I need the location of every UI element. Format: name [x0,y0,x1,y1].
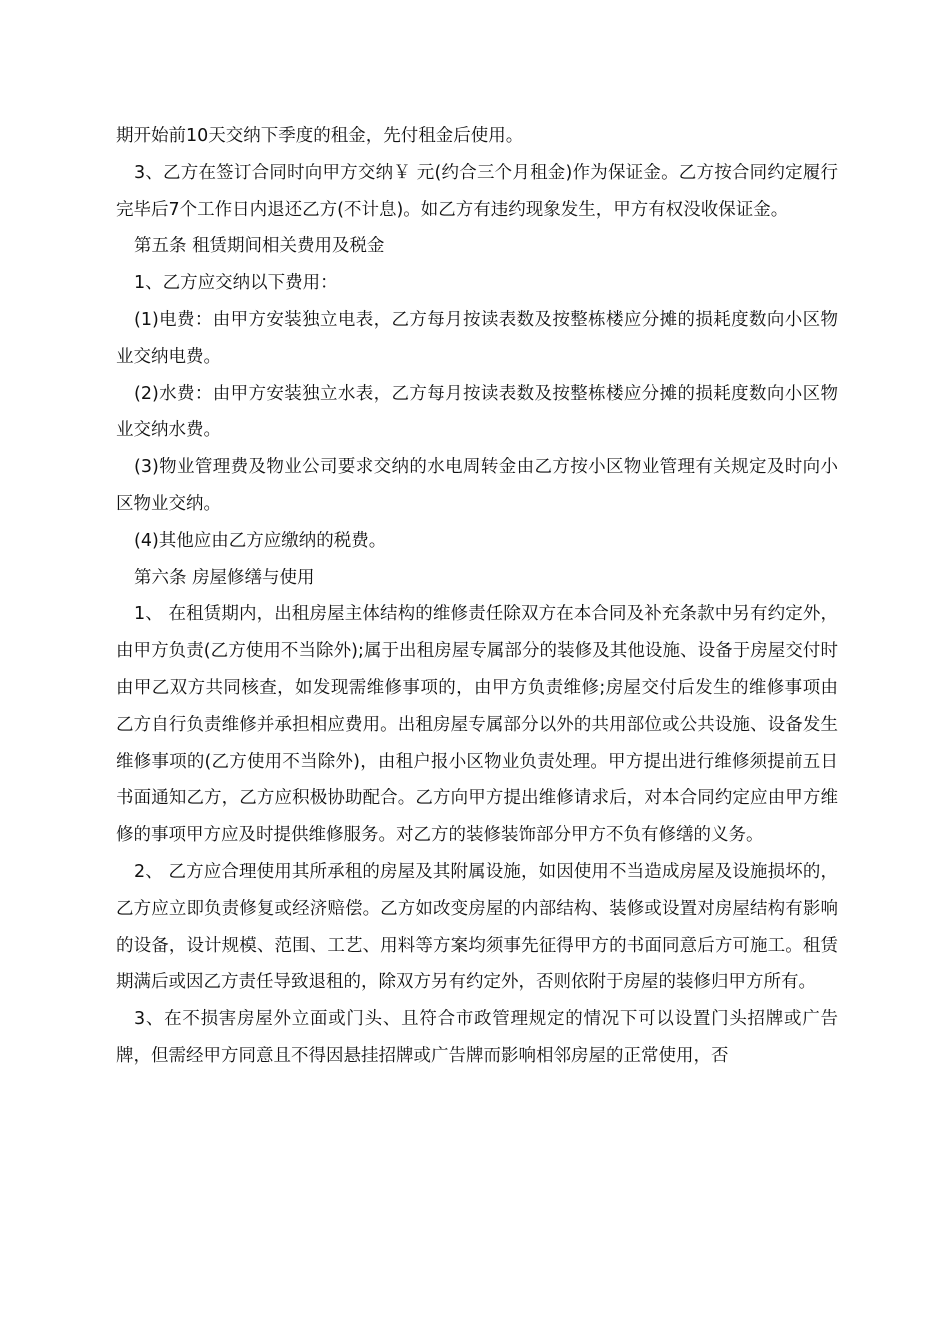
paragraph-electricity-fee: (1)电费：由甲方安装独立电表，乙方每月按读表数及按整栋楼应分摊的损耗度数向小区物业交纳电费。 [116,309,838,367]
document-body [116,118,838,1075]
paragraph-signboard: 3、在不损害房屋外立面或门头、且符合市政管理规定的情况下可以设置门头招牌或广告牌，但需经甲方同意且不得因悬挂招牌或广告牌而影响相邻房屋的正常使用，否 [116,1009,838,1066]
paragraph-deposit: 3、乙方在签订合同时向甲方交纳￥ 元(约合三个月租金)作为保证金。乙方按合同约定履行完毕后7个工作日内退还乙方(不计息)。如乙方有违约现象发生，甲方有权没收保证金。 [116,162,838,220]
heading-article-six: 第六条 房屋修缮与使用 [134,567,315,588]
paragraph-rent-payment-continuation: 期开始前10天交纳下季度的租金，先付租金后使用。 [116,126,524,146]
heading-article-five: 第五条 租赁期间相关费用及税金 [134,236,385,257]
paragraph-proper-use: 2、 乙方应合理使用其所承租的房屋及其附属设施，如因使用不当造成房屋及设施损坏的，乙方应立即负责修复或经济赔偿。乙方如改变房屋的内部结构、装修或设置对房屋结构有影响的设备，设计规模、范围、工艺、用料等方案均须事先征得甲方的书面同意后方可施工。租赁期满后或因乙方责任导致退租的，除双方另有约定外，否则依附于房屋的装修归甲方所有。 [116,861,838,993]
paragraph-fees-intro: 1、乙方应交纳以下费用： [134,273,338,294]
paragraph-maintenance-responsibility: 1、 在租赁期内，出租房屋主体结构的维修责任除双方在本合同及补充条款中另有约定外，由甲方负责(乙方使用不当除外);属于出租房屋专属部分的装修及其他设施、设备于房屋交付时由甲乙双方共同核查，如发现需维修事项的，由甲方负责维修;房屋交付后发生的维修事项由乙方自行负责维修并承担相应费用。出租房屋专属部分以外的共用部位或公共设施、设备发生维修事项的(乙方使用不当除外)，由租户报小区物业负责处理。甲方提出进行维修须提前五日书面通知乙方，乙方应积极协助配合。乙方向甲方提出维修请求后，对本合同约定应由甲方维修的事项甲方应及时提供维修服务。对乙方的装修装饰部分甲方不负有修缮的义务。 [116,604,838,846]
paragraph-water-fee: (2)水费：由甲方安装独立水表，乙方每月按读表数及按整栋楼应分摊的损耗度数向小区物业交纳水费。 [116,383,838,441]
paragraph-property-management-fee: (3)物业管理费及物业公司要求交纳的水电周转金由乙方按小区物业管理有关规定及时向小区物业交纳。 [116,457,838,514]
paragraph-other-taxes: (4)其他应由乙方应缴纳的税费。 [134,530,387,551]
